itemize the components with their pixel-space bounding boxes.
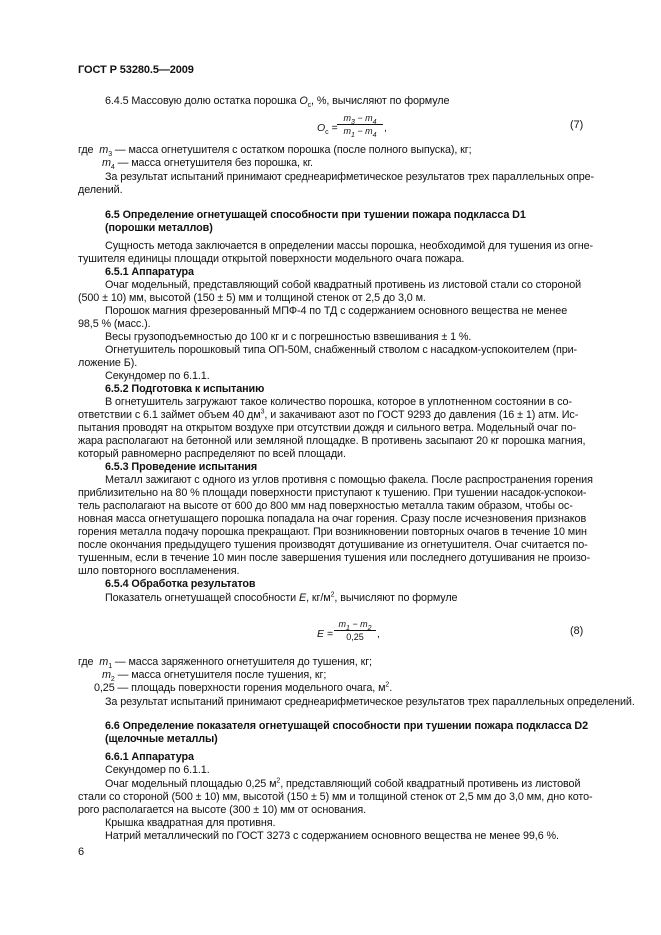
subsection-6-5-4: 6.5.4 Обработка результатов: [105, 578, 256, 590]
result-text-1: За результат испытаний принимают среднеарифметическое результатов трех параллельных опре-: [105, 171, 595, 183]
paragraph-line: стали со стороной (500 ± 10) мм, высотой (150 ± 5) мм и толщиной стенок от 2,5 мм до 3,0 мм, дно кото-: [78, 791, 593, 803]
section-6-5-title: 6.5 Определение огнетушащей способности при тушении пожара подкласса D1: [105, 209, 526, 221]
paragraph-line: Показатель огнетушащей способности E, $кг/м^2$, вычисляют по формуле: [105, 591, 458, 604]
paragraph-line: (500 ± 10) мм, высотой (150 ± 5) мм и толщиной стенок от 2,5 до 3,0 м.: [78, 292, 426, 304]
section-6-6-title-cont: (щелочные металлы): [105, 733, 218, 745]
paragraph-line: после окончания предыдущего тушения производят дотушивание из огнетушителя. Очаг считается по-: [78, 539, 588, 551]
paragraph-line: ответствии с 6.1 займет объем 40 $дм^3$, и закачивают азот по ГОСТ 9293 до давления (16 ± 1) атм. Ис-: [78, 408, 579, 421]
paragraph-line: рого располагается на высоте (300 ± 10) мм от основания.: [78, 804, 366, 816]
paragraph-line: тель располагают на высоте от 600 до 800 мм над поверхностью металла таким образом, чтобы ос-: [78, 500, 573, 512]
result-text-2: делений.: [78, 184, 123, 196]
paragraph-line: Сущность метода заключается в определении массы порошка, необходимой для тушения из огне-: [105, 240, 594, 252]
section-6-6-title: 6.6 Определение показателя огнетушащей способности при тушении пожара подкласса D2: [105, 720, 589, 732]
section-6-5-title-cont: (порошки металлов): [105, 222, 213, 234]
paragraph-645-intro: 6.4.5 Массовую долю остатка порошка $O_c$, %, вычисляют по формуле: [105, 95, 450, 110]
document-header: ГОСТ Р 53280.5—2009: [78, 64, 194, 76]
subsection-6-5-2: 6.5.2 Подготовка к испытанию: [105, 383, 265, 395]
formula-8-fraction: $m_1 - m_2$ 0,25: [334, 619, 376, 642]
paragraph-line: Очаг модельный площадью 0,25 $м^2$, представляющий собой квадратный противень из листовой: [105, 777, 581, 790]
paragraph-line: приблизительно на 80 % площади поверхности приступают к тушению. При тушении насадок-успокои-: [78, 487, 587, 499]
paragraph-line: Крышка квадратная для противня.: [105, 817, 276, 829]
paragraph-line: тушителя единицы площади открытой поверхности модельного очага пожара.: [78, 253, 465, 265]
page-number: 6: [78, 846, 85, 858]
paragraph-line: новная масса огнетушащего порошка попадала на очаг горения. Сразу после исчезновения признаков: [78, 513, 587, 525]
paragraph-line: 98,5 % (масс.).: [78, 318, 151, 330]
result-text: За результат испытаний принимают среднеарифметическое результатов трех параллельных определений.: [105, 696, 635, 708]
paragraph-line: Очаг модельный, представляющий собой квадратный противень из листовой стали со стороной: [105, 279, 582, 291]
where-area: 0,25 — площадь поверхности горения модельного очага, $м^2$.: [94, 681, 393, 694]
subsection-6-5-1: 6.5.1 Аппаратура: [105, 266, 194, 278]
paragraph-line: Секундомер по 6.1.1.: [105, 370, 210, 382]
where-m1: где $m_1$ — масса заряженного огнетушителя до тушения, кг;: [78, 656, 372, 671]
paragraph-line: который равномерно распределяют по всей площади.: [78, 448, 346, 460]
document-page: ГОСТ Р 53280.5—2009 6.4.5 Массовую долю остатка порошка $O_c$, %, вычисляют по формуле $O_c$ = $m_3 - m_4$ $m_1 - m_4$ , (7) где $m_3$ — масса огнетушителя с остатком порошка (после полного выпуска), кг; $m_4$ — масса огнетушителя без порошка, кг. За результат испытаний принимают среднеарифметическое результатов трех параллельных опре- делений. 6.5 Определение огнетушащей способности при тушении пожара подкласса D1 (порошки металлов) Сущность метода заключается в определении массы порошка, необходимой для тушения из огне- тушителя единицы площади открытой поверхности модельного очага пожара. 6.5.1 Аппаратура Очаг модельный, представляющий собой квадратный противень из листовой стали со стороной (500 ± 10) мм, высотой (150 ± 5) мм и толщиной стенок от 2,5 до 3,0 м. Порошок магния фрезерованный МПФ-4 по ТД с содержанием основного вещества не менее 98,5 % (масс.). Весы грузоподъемностью до 100 кг и с погрешностью взвешивания ± 1 %. Огнетушитель порошковый типа ОП-50М, снабженный стволом с насадком-успокоителем (при- ложение Б). Секундомер по 6.1.1. 6.5.2 Подготовка к испытанию В огнетушитель загружают такое количество порошка, которое в уплотненном состоянии в со- ответствии с 6.1 займет объем 40 $дм^3$, и закачивают азот по ГОСТ 9293 до давления (16 ± 1) атм. Ис- пытания проводят на открытом воздухе при отсутствии дождя и сильного ветра. Модельный очаг по- жара располагают на бетонной или земляной площадке. В противень засыпают 20 кг порошка магния, который равномерно распределяют по всей площади. 6.5.3 Проведение испытания Металл зажигают с одного из углов противня с помощью факела. После распространения горения приблизительно на 80 % площади поверхности приступают к тушению. При тушении насадок-успокои- тель располагают на высоте от 600 до 800 мм над поверхностью металла таким образом, чтобы ос- новная масса огнетушащего порошка попадала на очаг горения. Сразу после исчезновения признаков горения металла подачу порошка прекращают. При возникновении повторных очагов в течение 10 мин после окончания предыдущего тушения производят дотушивание из огнетушителя. Очаг считается по- тушенным, если в течение 10 мин после завершения тушения или последнего дотушивания не произо- шло повторного воспламенения. 6.5.4 Обработка результатов Показатель огнетушащей способности E, $кг/м^2$, вычисляют по формуле E = $m_1 - m_2$ 0,25 , (8) где $m_1$ — масса заряженного огнетушителя до тушения, кг; $m_2$ — масса огнетушителя после тушения, кг; 0,25 — площадь поверхности горения модельного очага, $м^2$. За результат испытаний принимают среднеарифметическое результатов трех параллельных определений. 6.6 Определение показателя огнетушащей способности при тушении пожара подкласса D2 (щелочные металлы) 6.6.1 Аппаратура Секундомер по 6.1.1. Очаг модельный площадью 0,25 $м^2$, представляющий собой квадратный противень из листовой стали со стороной (500 ± 10) мм, высотой (150 ± 5) мм и толщиной стенок от 2,5 мм до 3,0 мм, дно кото- рого располагается на высоте (300 ± 10) мм от основания. Крышка квадратная для противня. Натрий металлический по ГОСТ 3273 с содержанием основного вещества не менее 99,6 %. 6: [78, 64, 635, 858]
paragraph-line: Весы грузоподъемностью до 100 кг и с погрешностью взвешивания ± 1 %.: [105, 331, 472, 343]
paragraph-line: пытания проводят на открытом воздухе при отсутствии дождя и сильного ветра. Модельный очаг по-: [78, 422, 577, 434]
paragraph-line: ложение Б).: [78, 357, 138, 369]
where-m3: где $m_3$ — масса огнетушителя с остатком порошка (после полного выпуска), кг;: [78, 144, 472, 159]
paragraph-line: Натрий металлический по ГОСТ 3273 с содержанием основного вещества не менее 99,6 %.: [105, 830, 559, 842]
paragraph-line: тушенным, если в течение 10 мин после завершения тушения или последнего дотушивания не произо-: [78, 552, 591, 564]
equation-number-7: (7): [570, 119, 584, 131]
paragraph-line: Огнетушитель порошковый типа ОП-50М, снабженный стволом с насадком-успокоителем (при-: [105, 344, 578, 356]
paragraph-line: Секундомер по 6.1.1.: [105, 764, 210, 776]
paragraph-line: Порошок магния фрезерованный МПФ-4 по ТД с содержанием основного вещества не менее: [105, 305, 568, 317]
where-m2: $m_2$ — масса огнетушителя после тушения, кг;: [102, 669, 327, 684]
paragraph-line: В огнетушитель загружают такое количество порошка, которое в уплотненном состоянии в со-: [105, 396, 572, 408]
paragraph-line: жара располагают на бетонной или земляной площадке. В противень засыпают 20 кг порошка магния,: [78, 435, 586, 447]
equation-number-8: (8): [570, 625, 584, 637]
subsection-6-5-3: 6.5.3 Проведение испытания: [105, 461, 258, 473]
paragraph-line: шло повторного воспламенения.: [78, 565, 240, 577]
subsection-6-6-1: 6.6.1 Аппаратура: [105, 751, 194, 763]
paragraph-line: Металл зажигают с одного из углов противня с помощью факела. После распространения горения: [105, 474, 593, 486]
where-m4: $m_4$ — масса огнетушителя без порошка, кг.: [102, 157, 313, 172]
formula-7-fraction: $m_3 - m_4$ $m_1 - m_4$: [337, 113, 383, 136]
paragraph-line: горения металла подачу порошка прекращают. При возникновении повторных очагов в течение 10 мин: [78, 526, 587, 538]
